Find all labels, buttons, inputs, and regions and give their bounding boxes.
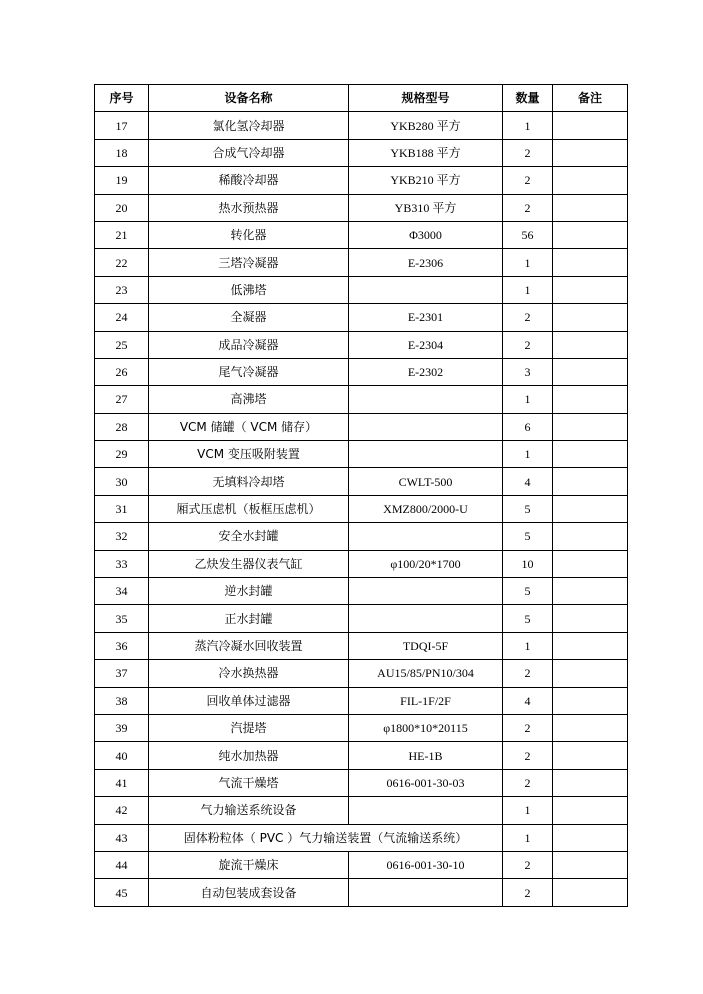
- quantity-cell: 5: [503, 578, 553, 605]
- device-name-cell: 三塔冷凝器: [149, 249, 349, 276]
- device-name-cell: 尾气冷凝器: [149, 358, 349, 385]
- row-number-cell: 29: [95, 441, 149, 468]
- row-number-cell: 38: [95, 687, 149, 714]
- header-name: 设备名称: [149, 85, 349, 112]
- table-row: [95, 167, 628, 194]
- device-name-cell: VCM 储罐（ VCM 储存）: [149, 413, 349, 440]
- row-number-cell: 32: [95, 523, 149, 550]
- remark-cell: [553, 632, 628, 659]
- remark-cell: [553, 112, 628, 139]
- remark-cell: [553, 879, 628, 906]
- table-row: [95, 331, 628, 358]
- row-number-cell: 43: [95, 824, 149, 851]
- quantity-cell: 1: [503, 249, 553, 276]
- header-no: 序号: [95, 85, 149, 112]
- spec-model-cell: [349, 879, 503, 906]
- remark-cell: [553, 413, 628, 440]
- remark-cell: [553, 358, 628, 385]
- quantity-cell: 2: [503, 139, 553, 166]
- quantity-cell: 6: [503, 413, 553, 440]
- quantity-cell: 1: [503, 276, 553, 303]
- spec-model-cell: [349, 797, 503, 824]
- table-row: [95, 221, 628, 248]
- row-number-cell: 20: [95, 194, 149, 221]
- remark-cell: [553, 304, 628, 331]
- remark-cell: [553, 331, 628, 358]
- row-number-cell: 37: [95, 660, 149, 687]
- remark-cell: [553, 851, 628, 878]
- spec-model-cell: φ100/20*1700: [349, 550, 503, 577]
- row-number-cell: 41: [95, 769, 149, 796]
- spec-model-cell: E-2301: [349, 304, 503, 331]
- device-name-cell: 回收单体过滤器: [149, 687, 349, 714]
- table-row: [95, 742, 628, 769]
- remark-cell: [553, 194, 628, 221]
- remark-cell: [553, 578, 628, 605]
- quantity-cell: 1: [503, 797, 553, 824]
- device-name-cell: 气力输送系统设备: [149, 797, 349, 824]
- remark-cell: [553, 824, 628, 851]
- remark-cell: [553, 797, 628, 824]
- table-row: [95, 578, 628, 605]
- spec-model-cell: [349, 276, 503, 303]
- quantity-cell: 2: [503, 660, 553, 687]
- remark-cell: [553, 714, 628, 741]
- table-row: [95, 112, 628, 139]
- spec-model-cell: [349, 605, 503, 632]
- remark-cell: [553, 167, 628, 194]
- row-number-cell: 24: [95, 304, 149, 331]
- quantity-cell: 5: [503, 605, 553, 632]
- remark-cell: [553, 660, 628, 687]
- device-name-cell: 稀酸冷却器: [149, 167, 349, 194]
- remark-cell: [553, 523, 628, 550]
- device-name-cell: 合成气冷却器: [149, 139, 349, 166]
- device-name-cell: 自动包装成套设备: [149, 879, 349, 906]
- quantity-cell: 5: [503, 523, 553, 550]
- table-row: [95, 495, 628, 522]
- row-number-cell: 22: [95, 249, 149, 276]
- quantity-cell: 2: [503, 331, 553, 358]
- row-number-cell: 31: [95, 495, 149, 522]
- table-row: [95, 824, 628, 851]
- quantity-cell: 3: [503, 358, 553, 385]
- device-name-cell: 气流干燥塔: [149, 769, 349, 796]
- table-row: [95, 687, 628, 714]
- spec-model-cell: FIL-1F/2F: [349, 687, 503, 714]
- device-name-cell: 高沸塔: [149, 386, 349, 413]
- quantity-cell: 2: [503, 167, 553, 194]
- row-number-cell: 19: [95, 167, 149, 194]
- remark-cell: [553, 495, 628, 522]
- row-number-cell: 36: [95, 632, 149, 659]
- quantity-cell: 56: [503, 221, 553, 248]
- remark-cell: [553, 386, 628, 413]
- equipment-table: [94, 84, 628, 907]
- table-row: [95, 660, 628, 687]
- device-name-cell: 安全水封罐: [149, 523, 349, 550]
- spec-model-cell: [349, 413, 503, 440]
- spec-model-cell: YKB188 平方: [349, 139, 503, 166]
- quantity-cell: 4: [503, 468, 553, 495]
- header-note: 备注: [553, 85, 628, 112]
- device-name-cell: 固体粉粒体（ PVC ）气力输送装置（气流输送系统）: [149, 824, 503, 851]
- row-number-cell: 44: [95, 851, 149, 878]
- remark-cell: [553, 276, 628, 303]
- remark-cell: [553, 468, 628, 495]
- quantity-cell: 2: [503, 304, 553, 331]
- table-row: [95, 797, 628, 824]
- spec-model-cell: XMZ800/2000-U: [349, 495, 503, 522]
- spec-model-cell: E-2302: [349, 358, 503, 385]
- row-number-cell: 34: [95, 578, 149, 605]
- spec-model-cell: [349, 578, 503, 605]
- spec-model-cell: TDQI-5F: [349, 632, 503, 659]
- row-number-cell: 39: [95, 714, 149, 741]
- row-number-cell: 27: [95, 386, 149, 413]
- spec-model-cell: HE-1B: [349, 742, 503, 769]
- spec-model-cell: φ1800*10*20115: [349, 714, 503, 741]
- row-number-cell: 25: [95, 331, 149, 358]
- remark-cell: [553, 742, 628, 769]
- row-number-cell: 21: [95, 221, 149, 248]
- device-name-cell: 蒸汽冷凝水回收装置: [149, 632, 349, 659]
- table-row: [95, 249, 628, 276]
- device-name-cell: 冷水换热器: [149, 660, 349, 687]
- row-number-cell: 30: [95, 468, 149, 495]
- spec-model-cell: CWLT-500: [349, 468, 503, 495]
- device-name-cell: 正水封罐: [149, 605, 349, 632]
- table-row: [95, 413, 628, 440]
- quantity-cell: 2: [503, 879, 553, 906]
- table-row: [95, 276, 628, 303]
- quantity-cell: 5: [503, 495, 553, 522]
- header-spec: 规格型号: [349, 85, 503, 112]
- spec-model-cell: E-2304: [349, 331, 503, 358]
- quantity-cell: 1: [503, 824, 553, 851]
- quantity-cell: 1: [503, 386, 553, 413]
- spec-model-cell: YKB280 平方: [349, 112, 503, 139]
- table-header-row: [95, 85, 628, 112]
- table-row: [95, 139, 628, 166]
- spec-model-cell: Φ3000: [349, 221, 503, 248]
- quantity-cell: 2: [503, 851, 553, 878]
- remark-cell: [553, 221, 628, 248]
- spec-model-cell: [349, 523, 503, 550]
- device-name-cell: 纯水加热器: [149, 742, 349, 769]
- row-number-cell: 42: [95, 797, 149, 824]
- table-row: [95, 441, 628, 468]
- quantity-cell: 4: [503, 687, 553, 714]
- device-name-cell: 热水预热器: [149, 194, 349, 221]
- row-number-cell: 40: [95, 742, 149, 769]
- row-number-cell: 23: [95, 276, 149, 303]
- remark-cell: [553, 249, 628, 276]
- header-qty: 数量: [503, 85, 553, 112]
- table-row: [95, 632, 628, 659]
- table-row: [95, 550, 628, 577]
- remark-cell: [553, 139, 628, 166]
- device-name-cell: 低沸塔: [149, 276, 349, 303]
- spec-model-cell: 0616-001-30-10: [349, 851, 503, 878]
- table-row: [95, 358, 628, 385]
- table-row: [95, 714, 628, 741]
- quantity-cell: 1: [503, 112, 553, 139]
- quantity-cell: 10: [503, 550, 553, 577]
- row-number-cell: 35: [95, 605, 149, 632]
- table-row: [95, 523, 628, 550]
- remark-cell: [553, 441, 628, 468]
- quantity-cell: 1: [503, 441, 553, 468]
- remark-cell: [553, 769, 628, 796]
- device-name-cell: 乙炔发生器仪表气缸: [149, 550, 349, 577]
- remark-cell: [553, 605, 628, 632]
- quantity-cell: 2: [503, 769, 553, 796]
- spec-model-cell: YB310 平方: [349, 194, 503, 221]
- spec-model-cell: AU15/85/PN10/304: [349, 660, 503, 687]
- device-name-cell: 厢式压虑机（板框压虑机）: [149, 495, 349, 522]
- quantity-cell: 1: [503, 632, 553, 659]
- table-row: [95, 851, 628, 878]
- table-row: [95, 194, 628, 221]
- row-number-cell: 26: [95, 358, 149, 385]
- device-name-cell: 无填料冷却塔: [149, 468, 349, 495]
- spec-model-cell: YKB210 平方: [349, 167, 503, 194]
- remark-cell: [553, 687, 628, 714]
- spec-model-cell: [349, 441, 503, 468]
- device-name-cell: 氯化氢冷却器: [149, 112, 349, 139]
- quantity-cell: 2: [503, 742, 553, 769]
- device-name-cell: 全凝器: [149, 304, 349, 331]
- row-number-cell: 18: [95, 139, 149, 166]
- quantity-cell: 2: [503, 194, 553, 221]
- table-row: [95, 769, 628, 796]
- table-row: [95, 468, 628, 495]
- device-name-cell: 逆水封罐: [149, 578, 349, 605]
- row-number-cell: 28: [95, 413, 149, 440]
- device-name-cell: VCM 变压吸附装置: [149, 441, 349, 468]
- spec-model-cell: E-2306: [349, 249, 503, 276]
- table-row: [95, 386, 628, 413]
- device-name-cell: 汽提塔: [149, 714, 349, 741]
- device-name-cell: 转化器: [149, 221, 349, 248]
- row-number-cell: 45: [95, 879, 149, 906]
- row-number-cell: 33: [95, 550, 149, 577]
- device-name-cell: 旋流干燥床: [149, 851, 349, 878]
- table-row: [95, 605, 628, 632]
- remark-cell: [553, 550, 628, 577]
- spec-model-cell: 0616-001-30-03: [349, 769, 503, 796]
- quantity-cell: 2: [503, 714, 553, 741]
- table-row: [95, 879, 628, 906]
- device-name-cell: 成品冷凝器: [149, 331, 349, 358]
- row-number-cell: 17: [95, 112, 149, 139]
- table-row: [95, 304, 628, 331]
- spec-model-cell: [349, 386, 503, 413]
